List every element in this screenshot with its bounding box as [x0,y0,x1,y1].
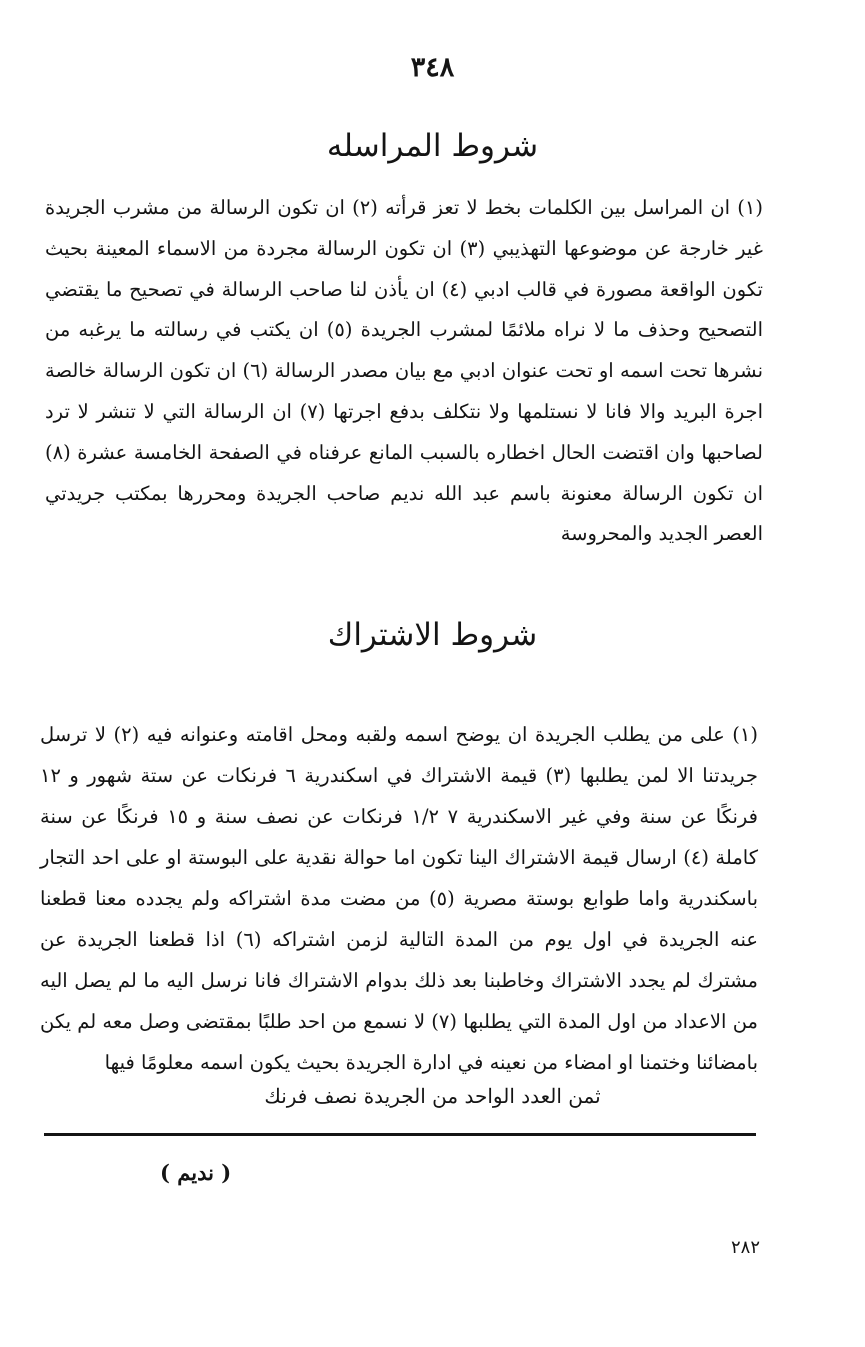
section-body-correspondence: (١) ان المراسل بين الكلمات بخط لا تعز قرأته (٢) ان تكون الرسالة من مشرب الجريدة غير خارجة عن موضوعها التهذيبي (٣) ان تكون الرسالة مجردة من الاسماء المعينة بحيث تكون الواقعة مصورة في قالب ادبي (٤) ان يأذن لنا صاحب الرسالة في تصحيح ما يقتضي التصحيح وحذف ما لا نراه ملائمًا لمشرب الجريدة (٥) ان يكتب في رسالته ما يرغبه من نشرها تحت اسمه او تحت عنوان ادبي مع بيان مصدر الرسالة (٦) ان تكون الرسالة خالصة اجرة البريد والا فانا لا نستلمها ولا نتكلف بدفع اجرتها (٧) ان الرسالة التي لا تنشر لا ترد لصاحبها وان اقتضت الحال اخطاره بالسبب المانع عرفناه في الصفحة الخامسة عشرة (٨) ان تكون الرسالة معنونة باسم عبد الله نديم صاحب الجريدة ومحررها بمكتب جريدتي العصر الجديد والمحروسة [45,196,764,546]
signature: ( نديم ) [160,1160,232,1185]
section-heading-correspondence: شروط المراسله [326,128,539,164]
page-number-bottom: ٢٨٢ [730,1237,760,1258]
horizontal-rule [44,1133,756,1136]
section-heading-subscription: شروط الاشتراك [327,617,538,653]
section-body-subscription: (١) على من يطلب الجريدة ان يوضح اسمه ولقبه ومحل اقامته وعنوانه فيه (٢) لا ترسل جريدتنا الا لمن يطلبها (٣) قيمة الاشتراك في اسكندرية ٦ فرنكات عن ستة شهور و ١٢ فرنكًا عن سنة وفي غير الاسكندرية ٧ ١/٢ فرنكات عن نصف سنة و ١٥ فرنكًا عن سنة كاملة (٤) ارسال قيمة الاشتراك الينا تكون اما حوالة نقدية على البوستة او على احد التجار باسكندرية واما طوابع بوستة مصرية (٥) من مضت مدة اشتراكه ولم يجدده معنا قطعنا عنه الجريدة في اول يوم من المدة التالية لزمن اشتراكه (٦) اذا قطعنا الجريدة عن مشترك لم يجدد الاشتراك وخاطبنا بعد ذلك بدوام الاشتراك فانا نرسل اليه ما لم يصل اليه من الاعداد من اول المدة التي يطلبها (٧) لا نسمع من احد طلبًا بمقتضى وصل معه لم يكن بامضائنا وختمنا او امضاء من نعينه في ادارة الجريدة بحيث يكون اسمه معلومًا فيها [40,723,759,1074]
price-note: ثمن العدد الواحد من الجريدة نصف فرنك [264,1084,601,1108]
page-number-top: ٣٤٨ [410,52,455,83]
